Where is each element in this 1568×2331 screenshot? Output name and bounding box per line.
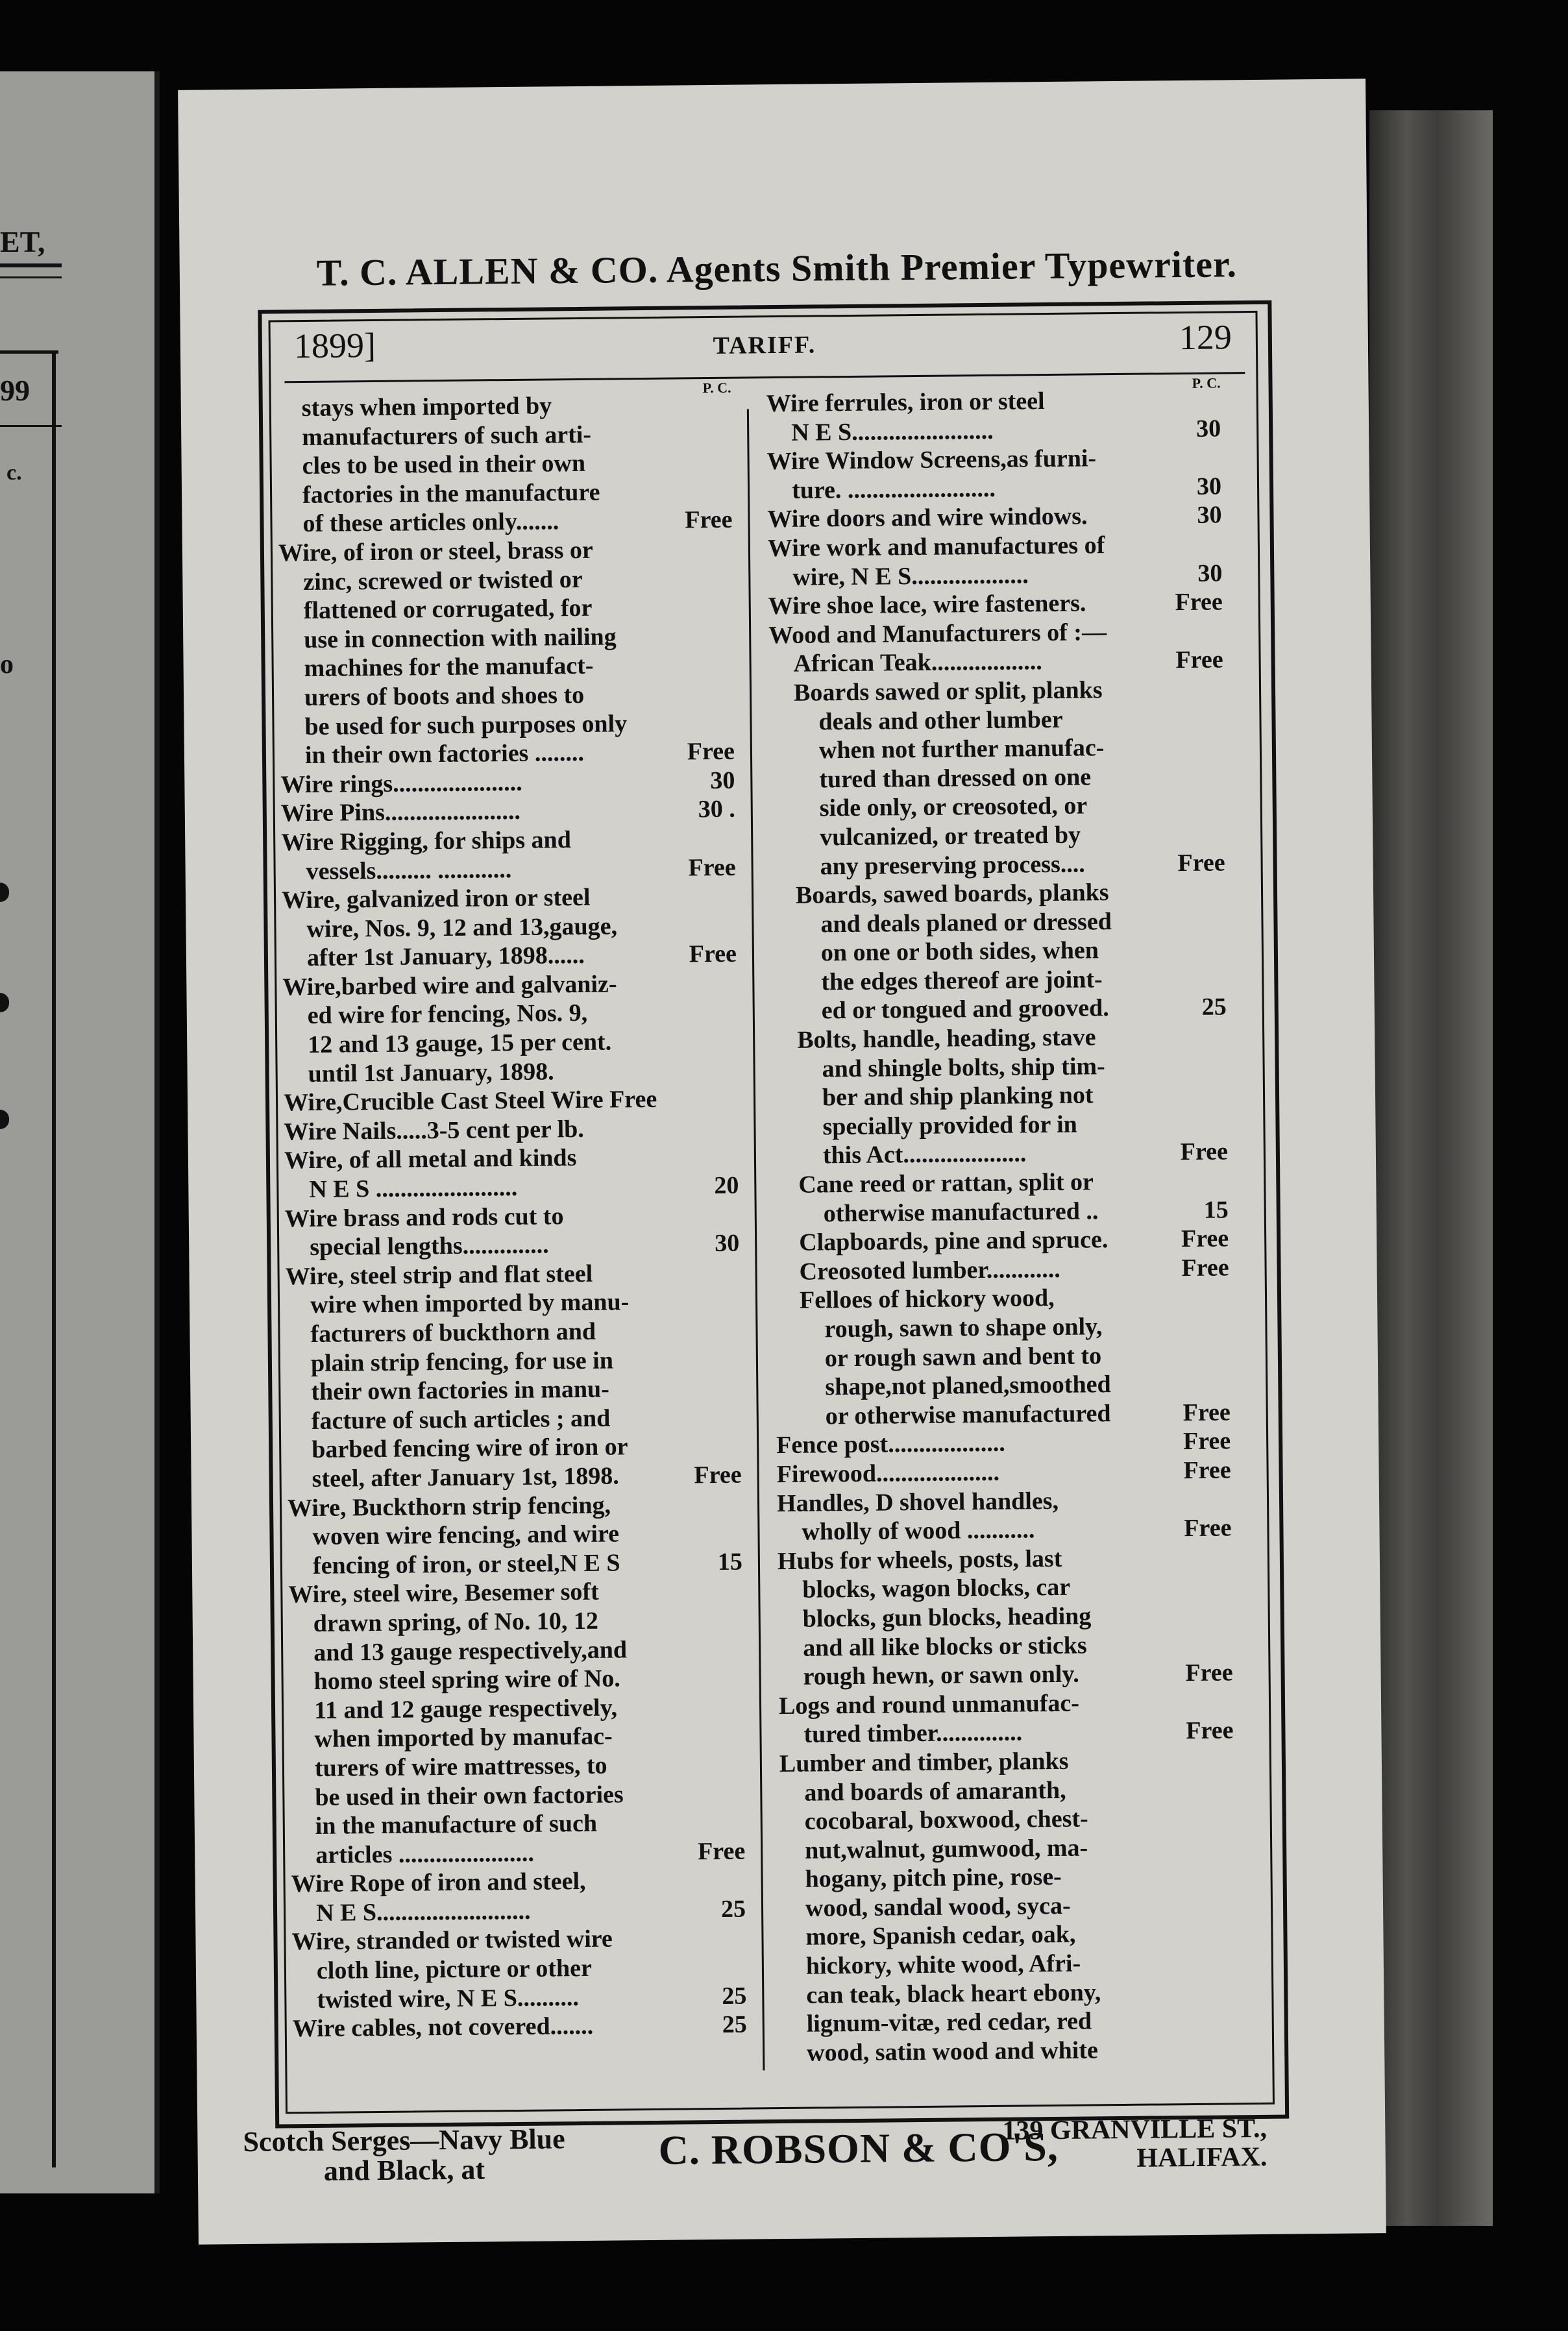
tariff-entry-line <box>781 1947 1236 1981</box>
tariff-entry-line <box>288 1489 742 1522</box>
entry-text: woven wire fencing, and wire <box>312 1520 620 1551</box>
entry-text: or rough sawn and bent to <box>824 1341 1102 1372</box>
entry-text: tured timber.............. <box>803 1718 1023 1749</box>
tariff-entry-line <box>290 1750 744 1783</box>
running-head-year: 1899] <box>293 325 376 366</box>
tariff-entry-line <box>768 616 1223 650</box>
tariff-entry-line <box>778 1572 1232 1605</box>
entry-text: barbed fencing wire of iron or <box>312 1433 628 1464</box>
tariff-entry-line <box>766 414 1221 447</box>
tariff-entry-line <box>776 1340 1230 1373</box>
entry-text: plain strip fencing, for use in <box>310 1347 614 1377</box>
tariff-entry-line <box>287 1432 741 1465</box>
entry-text: steel, after January 1st, 1898. <box>312 1462 620 1493</box>
tariff-entry-line <box>777 1514 1231 1547</box>
entry-text: Handles, D shovel handles, <box>776 1487 1059 1517</box>
entry-text: ed wire for fencing, Nos. 9, <box>307 999 588 1030</box>
entry-text: cocobaral, boxwood, chest- <box>804 1805 1088 1835</box>
entry-text: Wire work and manufactures of <box>767 531 1105 563</box>
entry-text: side only, or creosoted, or <box>819 792 1088 822</box>
entry-text: in the manufacture of such <box>315 1809 598 1840</box>
entry-text: fencing of iron, or steel,N E S <box>312 1549 620 1580</box>
entry-rate: Free <box>1182 1427 1231 1456</box>
tariff-entries <box>277 390 747 2044</box>
tariff-entry-line <box>280 737 735 770</box>
entry-text: blocks, gun blocks, heading <box>802 1602 1092 1633</box>
entry-text: 12 and 13 gauge, 15 per cent. <box>308 1028 612 1059</box>
entry-text: Wire, galvanized iron or steel <box>281 883 591 914</box>
tariff-entry-line <box>780 1803 1234 1836</box>
left-page-mark <box>0 1110 9 1129</box>
pc-column-label: P. C. <box>702 379 731 397</box>
tariff-entry-line <box>771 906 1225 939</box>
ad-merchant-name: C. ROBSON & CO'S, <box>658 2123 1059 2173</box>
entry-text: Wire doors and wire windows. <box>767 502 1088 533</box>
tariff-entry-line <box>286 1316 740 1349</box>
entry-text: shape,not planed,smoothed <box>825 1371 1111 1401</box>
tariff-entry-line <box>288 1547 742 1580</box>
entry-text: can teak, black heart ebony, <box>806 1979 1101 2009</box>
entry-text: and all like blocks or sticks <box>802 1631 1087 1662</box>
left-page-fragment: c. <box>6 461 22 485</box>
entry-rate: 25 <box>722 2010 747 2039</box>
entry-text: factories in the manufacture <box>302 478 600 509</box>
tariff-entry-line <box>277 390 731 423</box>
tariff-entry-line <box>775 1282 1229 1315</box>
tariff-entry-line <box>774 1195 1229 1228</box>
tariff-entry-line <box>284 1142 739 1175</box>
entry-text: facture of such articles ; and <box>311 1404 611 1435</box>
tariff-entry-line <box>770 790 1225 824</box>
tariff-entry-line <box>777 1485 1231 1518</box>
tariff-entry-line <box>285 1200 739 1233</box>
entry-text: rough, sawn to shape only, <box>824 1313 1103 1343</box>
entry-text: and 13 gauge respectively,and <box>313 1635 628 1666</box>
entry-text: Boards sawed or split, planks <box>793 676 1103 707</box>
entry-rate: Free <box>697 1837 746 1865</box>
entry-text: be used for such purposes only <box>304 709 628 740</box>
ad-line: and Black, at <box>323 2153 485 2187</box>
entry-text: in their own factories ........ <box>304 739 585 770</box>
entry-text: Cane reed or rattan, split or <box>798 1168 1094 1199</box>
tariff-entry-line <box>776 1456 1231 1489</box>
ad-line: 139 GRANVILLE ST., <box>1002 2113 1268 2146</box>
entry-text: wood, satin wood and white <box>806 2036 1099 2067</box>
tariff-entry-line <box>278 506 732 539</box>
entry-text: special lengths.............. <box>310 1231 549 1262</box>
entry-rate: 30 <box>710 766 735 794</box>
entry-rate: 25 <box>722 1982 747 2010</box>
entry-text: deals and other lumber <box>818 705 1063 735</box>
entry-rate: 25 <box>1201 993 1227 1021</box>
tariff-entry-line <box>767 472 1221 505</box>
entry-text: manufacturers of such arti- <box>302 421 592 451</box>
entry-text: lignum-vitæ, red cedar, red <box>806 2007 1092 2038</box>
tariff-entry-line <box>281 795 735 828</box>
entry-text: ber and ship planking not <box>822 1081 1094 1112</box>
tariff-entry-line <box>280 679 734 713</box>
tariff-entry-line <box>293 2010 747 2044</box>
tariff-entry-line <box>279 650 733 683</box>
entry-rate: Free <box>1175 646 1223 674</box>
entry-text: wire when imported by manu- <box>310 1288 630 1319</box>
tariff-entry-line <box>779 1774 1234 1807</box>
entry-rate: Free <box>687 737 735 766</box>
tariff-entry-line <box>778 1543 1232 1576</box>
bottom-advertisement <box>243 2110 1347 2205</box>
entry-text: Wire, steel strip and flat steel <box>285 1260 593 1291</box>
entry-rate: Free <box>689 940 737 968</box>
entry-text: cles to be used in their own <box>302 450 586 480</box>
tariff-entry-line <box>285 1258 739 1291</box>
tariff-entry-line <box>282 910 736 944</box>
entry-rate: 30 <box>1195 415 1221 443</box>
tariff-entry-line <box>766 385 1221 418</box>
entry-text: N E S ....................... <box>309 1173 518 1204</box>
entry-text: Wire, of all metal and kinds <box>284 1144 577 1175</box>
ad-address <box>1002 2114 1267 2174</box>
tariff-entry-line <box>289 1721 744 1754</box>
entry-text: Hubs for wheels, posts, last <box>777 1544 1062 1575</box>
entry-text: twisted wire, N E S.......... <box>317 1983 580 2014</box>
entry-text: Wire, steel wire, Besemer soft <box>288 1578 599 1609</box>
entry-text: Wire, of iron or steel, brass or <box>278 536 593 567</box>
tariff-entry-line <box>776 1369 1230 1402</box>
entry-text: turers of wire mattresses, to <box>314 1751 607 1782</box>
tariff-entry-line <box>768 646 1223 679</box>
tariff-entry-line <box>283 997 737 1031</box>
tariff-entry-line <box>772 964 1226 997</box>
tariff-entry-line <box>778 1658 1232 1691</box>
tariff-entry-line <box>284 1113 738 1146</box>
entry-text: and shingle bolts, ship tim- <box>822 1052 1105 1083</box>
entry-text: when imported by manufac- <box>314 1722 613 1753</box>
entry-text: Wire Nails.....3-5 cent per lb. <box>284 1115 585 1146</box>
entry-text: Creosoted lumber............ <box>799 1255 1060 1286</box>
tariff-entry-line <box>285 1229 739 1262</box>
entry-text: Firewood.................... <box>776 1458 1000 1489</box>
left-page-rule <box>0 350 58 354</box>
tariff-column-left <box>277 379 747 2044</box>
tariff-entry-line <box>292 1953 746 1986</box>
tariff-entry-line <box>278 563 733 596</box>
entry-text: Wire cables, not covered....... <box>292 2012 594 2043</box>
tariff-entry-line <box>769 703 1223 737</box>
tariff-entry-line <box>284 1084 738 1117</box>
entry-rate: 30 <box>1197 501 1222 530</box>
ad-text-left <box>243 2124 565 2187</box>
tariff-entry-line <box>290 1779 744 1812</box>
entry-rate: Free <box>1183 1456 1231 1485</box>
tariff-entry-line <box>778 1600 1232 1633</box>
entry-text: rough hewn, or sawn only. <box>803 1660 1079 1690</box>
entry-text: use in connection with nailing <box>304 623 617 653</box>
entry-text: vessels......... ............ <box>306 855 512 885</box>
tariff-entry-line <box>779 1745 1234 1778</box>
entry-text: Logs and round unmanufac- <box>778 1689 1080 1720</box>
tariff-entry-line <box>767 501 1221 534</box>
entry-text: this Act.................... <box>822 1140 1027 1169</box>
ad-line: Scotch Serges—Navy Blue <box>243 2123 565 2158</box>
tariff-entry-line <box>770 733 1224 766</box>
tariff-entry-line <box>775 1311 1229 1344</box>
entry-text: machines for the manufact- <box>304 652 594 683</box>
entry-rate: 15 <box>1203 1196 1229 1224</box>
tariff-page <box>178 79 1386 2244</box>
entry-text: nut,walnut, gumwood, ma- <box>804 1834 1088 1864</box>
tariff-entry-line <box>768 588 1223 621</box>
entry-text: Wire ferrules, iron or steel <box>766 387 1045 418</box>
tariff-entry-line <box>287 1461 741 1494</box>
entry-text: Clapboards, pine and spruce. <box>798 1226 1109 1256</box>
ad-line: HALIFAX. <box>1136 2142 1268 2173</box>
entry-text: when not further manufac- <box>818 734 1105 764</box>
entry-text: wire, Nos. 9, 12 and 13,gauge, <box>306 912 618 943</box>
tariff-entry-line <box>289 1634 743 1667</box>
entry-rate: Free <box>1184 1514 1232 1543</box>
tariff-entry-line <box>283 1055 737 1088</box>
entry-text: vulcanized, or treated by <box>820 821 1081 851</box>
pc-column-label: P. C. <box>1192 374 1221 391</box>
entry-text: Wire, stranded or twisted wire <box>291 1925 613 1956</box>
entry-rate: 20 <box>714 1171 739 1200</box>
entry-text: Fence post................... <box>776 1430 1005 1459</box>
entry-text: tured than dressed on one <box>819 763 1092 794</box>
left-page-mark <box>0 883 9 902</box>
tariff-entry-line <box>774 1225 1229 1258</box>
tariff-entry-line <box>766 443 1221 476</box>
entry-text: wood, sandal wood, syca- <box>805 1892 1071 1922</box>
entry-text: stays when imported by <box>301 392 552 422</box>
entry-text: Wire, Buckthorn strip fencing, <box>287 1491 611 1522</box>
entry-text: or otherwise manufactured <box>825 1399 1111 1430</box>
tariff-entry-line <box>291 1808 745 1841</box>
entry-rate: Free <box>1180 1138 1229 1166</box>
tariff-entry-line <box>284 1171 739 1204</box>
tariff-entry-line <box>279 621 733 654</box>
entry-rate: 25 <box>720 1895 746 1923</box>
left-page-fragment: 99 <box>0 374 30 407</box>
entry-text: Wire Rigging, for ships and <box>281 826 572 857</box>
tariff-entry-line <box>780 1861 1234 1894</box>
entry-text: zinc, screwed or twisted or <box>303 565 583 596</box>
tariff-entry-line <box>278 535 733 568</box>
entry-rate: 30 <box>715 1229 740 1258</box>
tariff-entry-line <box>776 1427 1231 1460</box>
tariff-entry-line <box>778 1629 1232 1663</box>
entry-rate: Free <box>1175 588 1223 616</box>
tariff-entry-line <box>289 1663 743 1696</box>
tariff-entry-line <box>291 1923 746 1957</box>
tariff-entry-line <box>781 1919 1235 1952</box>
entry-text: ture. ........................ <box>791 474 996 504</box>
tariff-entry-line <box>774 1138 1228 1171</box>
tariff-entry-line <box>772 1021 1227 1055</box>
entry-text: Lumber and timber, planks <box>779 1747 1069 1777</box>
entry-text: Wire,barbed wire and galvaniz- <box>282 970 617 1001</box>
tariff-entry-line <box>277 448 731 481</box>
entry-text: Wire Window Screens,as furni- <box>766 445 1097 476</box>
entry-text: Wire rings..................... <box>280 768 522 799</box>
left-page-fragment: o <box>0 650 14 679</box>
entry-text: articles ...................... <box>315 1839 535 1869</box>
tariff-entry-line <box>279 592 733 626</box>
tariff-entry-line <box>289 1605 743 1639</box>
entry-text: homo steel spring wire of No. <box>313 1665 620 1696</box>
entry-text: on one or both sides, when <box>820 936 1099 967</box>
entry-text: wholly of wood ........... <box>802 1516 1035 1546</box>
tariff-entry-line <box>782 2006 1236 2039</box>
left-page-border <box>52 350 56 2167</box>
entry-text: Wire Pins...................... <box>280 798 521 827</box>
tariff-entry-line <box>773 1080 1227 1113</box>
tariff-entry-line <box>772 1051 1227 1084</box>
entry-text: hickory, white wood, Afri- <box>805 1949 1081 1980</box>
tariff-entry-line <box>771 877 1225 910</box>
tariff-entry-line <box>291 1866 745 1899</box>
tariff-entry-line <box>768 530 1222 563</box>
tariff-entry-line <box>768 559 1222 592</box>
tariff-entry-line <box>772 993 1227 1026</box>
tariff-entries <box>766 385 1237 2068</box>
entry-text: urers of boots and shoes to <box>304 681 585 711</box>
tariff-entry-line <box>280 708 734 741</box>
tariff-entry-line <box>283 1027 737 1060</box>
entry-text: any preserving process.... <box>820 849 1085 880</box>
entry-text: ed or tongued and grooved. <box>821 994 1110 1025</box>
tariff-entry-line <box>769 674 1223 707</box>
tariff-entry-line <box>780 1832 1234 1865</box>
entry-rate: Free <box>688 853 736 881</box>
entry-rate: Free <box>1181 1225 1229 1253</box>
entry-text: of these articles only....... <box>302 507 559 538</box>
entry-text: cloth line, picture or other <box>316 1954 593 1985</box>
tariff-entry-line <box>779 1687 1233 1720</box>
tariff-entry-line <box>774 1166 1228 1199</box>
entry-text: their own factories in manu- <box>311 1375 610 1406</box>
tariff-entry-line <box>291 1894 746 1927</box>
tariff-entry-line <box>282 882 736 915</box>
entry-rate: Free <box>1177 848 1225 877</box>
entry-rate: 30 . <box>698 795 735 824</box>
tariff-entry-line <box>287 1402 741 1435</box>
tariff-entry-line <box>281 824 735 857</box>
tariff-entry-line <box>278 476 732 509</box>
tariff-entry-line <box>781 1977 1236 2010</box>
entry-rate: Free <box>1185 1659 1233 1687</box>
entry-rate: Free <box>1181 1254 1229 1282</box>
entry-text: specially provided for in <box>822 1110 1078 1141</box>
entry-text: Wire Rope of iron and steel, <box>291 1868 586 1898</box>
page-number: 129 <box>1179 317 1232 358</box>
entry-text: more, Spanish cedar, oak, <box>805 1921 1076 1951</box>
tariff-entry-line <box>289 1692 744 1725</box>
entry-rate: 30 <box>1196 472 1222 500</box>
entry-text: 11 and 12 gauge respectively, <box>313 1694 618 1724</box>
entry-rate: 15 <box>717 1548 743 1576</box>
entry-text: the edges thereof are joint- <box>821 966 1103 996</box>
entry-text: Boards, sawed boards, planks <box>795 879 1109 909</box>
entry-text: drawn spring, of No. 10, 12 <box>313 1607 599 1637</box>
entry-text: Wire,Crucible Cast Steel Wire Free <box>283 1086 657 1117</box>
entry-rate: Free <box>694 1461 742 1489</box>
entry-text: and boards of amaranth, <box>804 1776 1066 1807</box>
tariff-entry-line <box>286 1374 741 1407</box>
entry-text: be used in their own factories <box>315 1780 624 1811</box>
left-page-rule <box>0 263 62 267</box>
left-page-mark <box>0 993 9 1012</box>
entry-text: until 1st January, 1898. <box>308 1058 554 1088</box>
entry-text: after 1st January, 1898...... <box>306 942 585 972</box>
tariff-entry-line <box>776 1398 1231 1431</box>
tariff-entry-line <box>770 848 1225 881</box>
tariff-entry-line <box>772 935 1226 968</box>
tariff-entry-line <box>782 2034 1236 2068</box>
entry-text: Felloes of hickory wood, <box>799 1284 1055 1315</box>
tariff-entry-line <box>277 419 731 452</box>
book-spine-edge <box>1369 110 1493 2226</box>
entry-text: facturers of buckthorn and <box>310 1317 596 1348</box>
tariff-entry-line <box>774 1253 1229 1286</box>
entry-rate: Free <box>1186 1716 1234 1745</box>
tariff-entry-line <box>773 1108 1227 1141</box>
tariff-entry-line <box>286 1287 740 1320</box>
entry-rate: Free <box>1182 1398 1231 1426</box>
tariff-entry-line <box>291 1837 745 1870</box>
tariff-entry-line <box>280 766 735 799</box>
entry-text: hogany, pitch pine, rose- <box>805 1863 1062 1893</box>
entry-text: and deals planed or dressed <box>820 907 1112 938</box>
tariff-entry-line <box>779 1716 1233 1750</box>
tariff-entry-line <box>292 1981 746 2014</box>
tariff-entry-line <box>288 1576 742 1609</box>
top-advertisement: T. C. ALLEN & CO. Agents Smith Premier Typewriter. <box>316 243 1238 294</box>
entry-text: African Teak.................. <box>793 648 1043 678</box>
tariff-entry-line <box>286 1345 741 1378</box>
tariff-entry-line <box>781 1890 1235 1923</box>
entry-text: wire, N E S................... <box>792 561 1029 591</box>
tariff-column-right <box>766 374 1237 2068</box>
entry-text: N E S....................... <box>791 417 994 446</box>
entry-text: blocks, wagon blocks, car <box>802 1574 1071 1604</box>
left-page-edge <box>0 71 160 2193</box>
running-head-title: TARIFF. <box>713 331 816 360</box>
entry-text: otherwise manufactured .. <box>823 1197 1099 1228</box>
tariff-entry-line <box>770 819 1225 852</box>
entry-text: flattened or corrugated, for <box>303 594 593 625</box>
tariff-entry-line <box>770 761 1224 794</box>
tariff-entry-line <box>282 940 737 973</box>
entry-text: N E S......................... <box>315 1897 531 1927</box>
entry-rate: Free <box>685 506 733 534</box>
entry-text: Wood and Manufacturers of :— <box>768 618 1107 649</box>
tariff-entry-line <box>288 1519 742 1552</box>
tariff-entry-line <box>282 969 737 1002</box>
entry-text: Bolts, handle, heading, stave <box>797 1023 1096 1054</box>
entry-text: Wire brass and rods cut to <box>284 1202 564 1232</box>
entry-text: Wire shoe lace, wire fasteners. <box>768 589 1086 620</box>
left-page-fragment: ET, <box>0 225 45 258</box>
left-page-rule <box>0 276 62 278</box>
tariff-entry-line <box>281 853 735 886</box>
entry-rate: 30 <box>1197 559 1223 587</box>
